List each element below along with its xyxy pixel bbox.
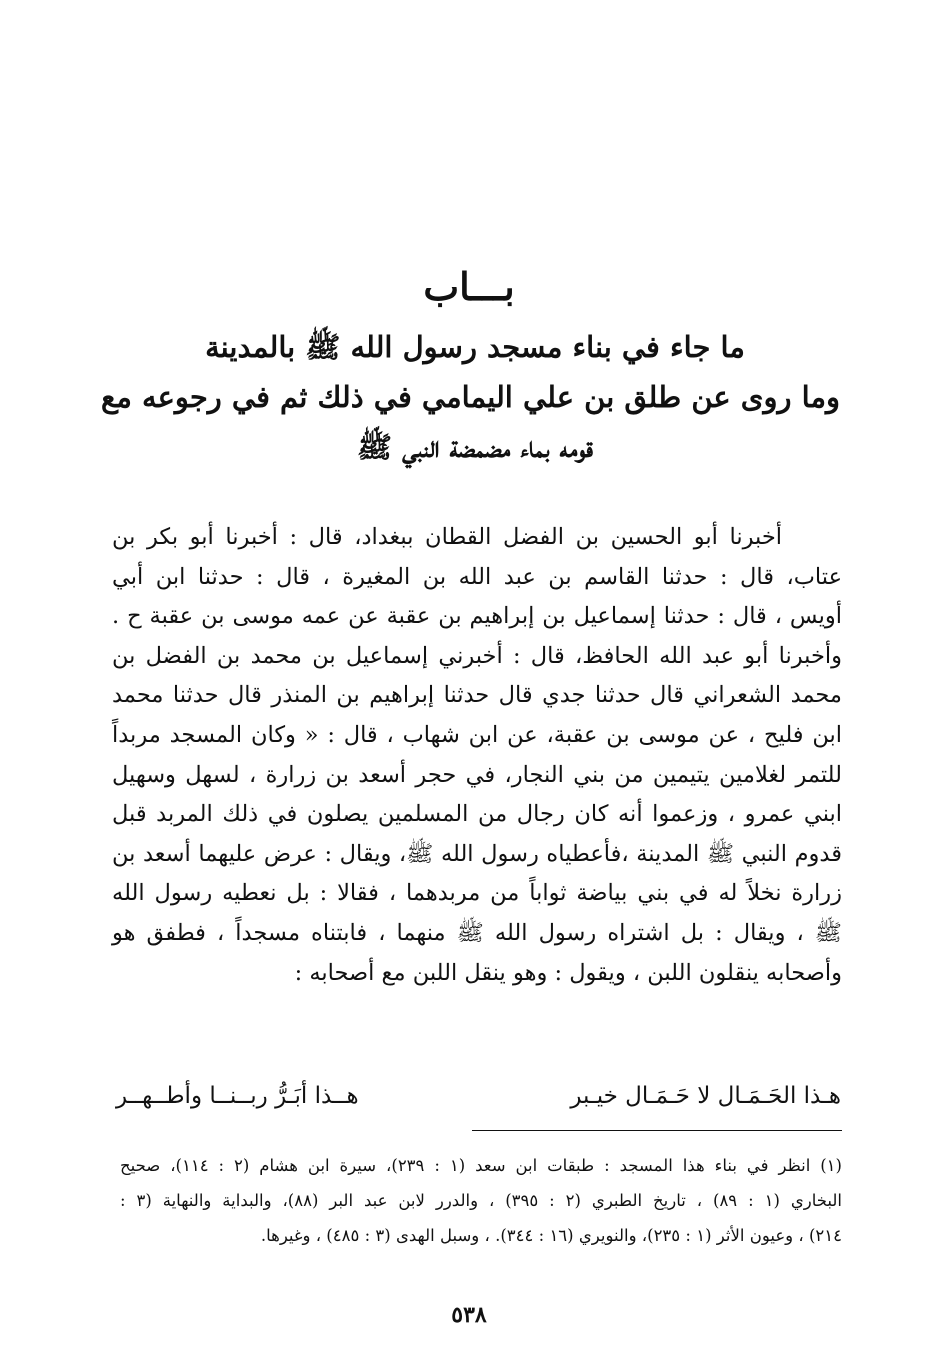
verse-hemistich-left: هــذا أبَـرُّ ربــنــا وأطــهــر [116, 1083, 359, 1109]
body-line: محمد الشعراني قال حدثنا جدي قال حدثنا إبراهيم بن المنذر قال حدثنا محمد [112, 682, 842, 709]
body-line: أخبرنا أبو الحسين بن الفضل القطان ببغداد، قال : أخبرنا أبو بكر بن [112, 524, 782, 550]
footnotes [120, 1148, 842, 1253]
body-line: ﷺ ، ويقال : بل اشتراه رسول الله ﷺ منهما ، فابتناه مسجداً ، فطفق هو [112, 919, 842, 946]
chapter-label: بـــاب [423, 264, 515, 309]
body-line: عتاب، قال : حدثنا القاسم بن عبد الله بن المغيرة ، قال : حدثنا ابن أبي [112, 563, 842, 590]
body-line: أويس ، قال : حدثنا إسماعيل بن إبراهيم بن عقبة عن عمه موسى بن عقبة ح . [112, 603, 842, 630]
footnote-line: (١) انظر في بناء هذا المسجد : طبقات ابن سعد (١ : ٢٣٩)، سيرة ابن هشام (٢ : ١١٤)، صحيح [120, 1156, 842, 1175]
chapter-title-line: ما جاء في بناء مسجد رسول الله ﷺ بالمدينة [205, 330, 745, 364]
body-line: قدوم النبي ﷺ المدينة ،فأعطياه رسول الله ﷺ، ويقال : عرض عليهما أسعد بن [112, 840, 842, 867]
poetry-verse [116, 1076, 841, 1116]
chapter-title-line: قومه بماء مضمضة النبي ﷺ [356, 430, 594, 464]
page-number: ٥٣٨ [451, 1302, 487, 1328]
chapter-title-line: وما روى عن طلق بن علي اليمامي في ذلك ثم في رجوعه مع [100, 380, 840, 414]
chapter-title [100, 322, 840, 472]
footnote-line: البخاري (١ : ٨٩) ، تاريخ الطبري (٢ : ٣٩٥) ، والدرر لابن عبد البر (٨٨)، والبداية والنهاية (٣ : [120, 1191, 842, 1210]
body-line: وأصحابه ينقلون اللبن ، ويقول : وهو ينقل اللبن مع أصحابه : [294, 959, 842, 986]
body-line: للتمر لغلامين يتيمين من بني النجار، في حجر أسعد بن زرارة ، لسهل وسهيل [112, 761, 842, 788]
body-line: ابني عمرو ، وزعموا أنه كان رجال من المسلمين يصلون في ذلك المربد قبل [112, 801, 842, 828]
body-line: ابن فليح ، عن موسى بن عقبة، عن ابن شهاب ، قال : « وكان المسجد مربداً [112, 721, 842, 748]
footnote-divider [472, 1130, 842, 1131]
body-line: زرارة نخلاً له في بني بياضة ثواباً من مربدهما ، فقالا : بل نعطيه رسول الله [112, 880, 842, 907]
verse-hemistich-right: هـذا الحَـمَـال لا حَـمَـال خيـبر [570, 1083, 841, 1109]
footnote-line: ٢١٤) ، وعيون الأثر (١ : ٢٣٥)، والنويري (١٦ : ٣٤٤). ، وسبل الهدى (٣ : ٤٨٥) ، وغيرها. [260, 1226, 842, 1245]
body-line: وأخبرنا أبو عبد الله الحافظ، قال : أخبرني إسماعيل بن محمد بن الفضل بن [112, 642, 842, 669]
body-text [112, 518, 842, 993]
